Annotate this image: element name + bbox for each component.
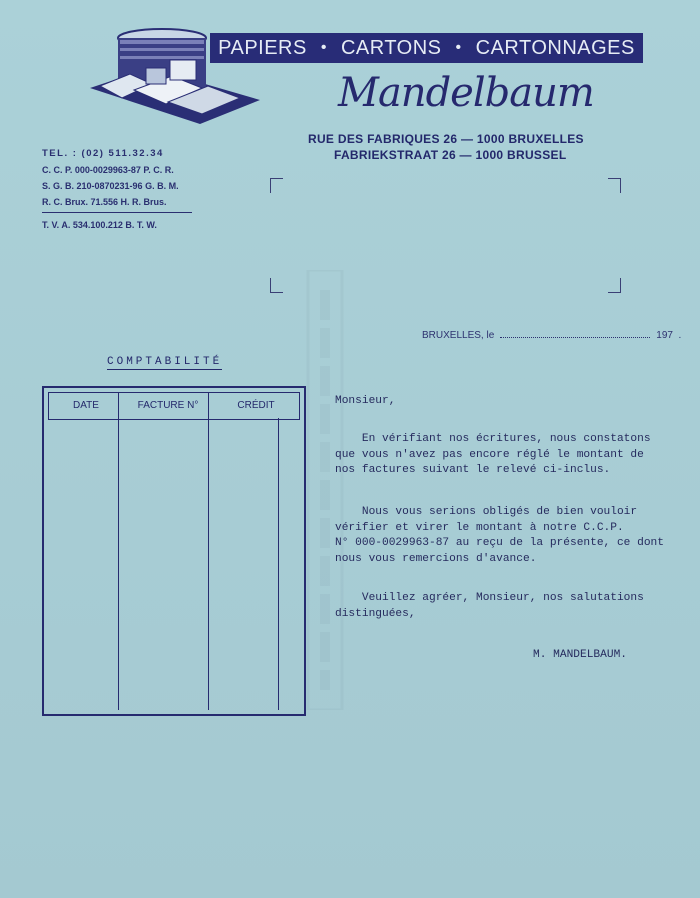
window-corner-mark bbox=[608, 278, 621, 293]
table-header bbox=[48, 392, 300, 420]
bullet-icon: • bbox=[320, 39, 327, 56]
banner-item: CARTONNAGES bbox=[475, 36, 635, 59]
telephone: TEL. : (02) 511.32.34 bbox=[42, 148, 164, 159]
column-header-date: DATE bbox=[73, 400, 99, 411]
banner-item: CARTONS bbox=[340, 36, 442, 59]
product-banner bbox=[210, 33, 643, 63]
column-divider bbox=[208, 392, 209, 710]
signature: M. MANDELBAUM. bbox=[533, 649, 627, 661]
accounting-title: COMPTABILITÉ bbox=[107, 356, 223, 368]
contact-row: C. C. P. 000-0029963-87 P. C. R. bbox=[42, 165, 174, 175]
contact-row: T. V. A. 534.100.212 B. T. W. bbox=[42, 220, 157, 230]
column-header-credit: CRÉDIT bbox=[237, 400, 275, 411]
paragraph: En vérifiant nos écritures, nous constatons que vous n'avez pas encore réglé le montant de nos factures suivant le relevé ci-inclus. bbox=[335, 433, 651, 476]
accounting-table bbox=[42, 386, 306, 716]
company-brand: Mandelbaum bbox=[338, 70, 594, 116]
date-year: 197 bbox=[656, 330, 673, 341]
contact-row: S. G. B. 210-0870231-96 G. B. M. bbox=[42, 181, 179, 191]
date-blank bbox=[500, 337, 650, 338]
paragraph: Veuillez agréer, Monsieur, nos salutations distinguées, bbox=[335, 592, 644, 620]
salutation: Monsieur, bbox=[335, 395, 396, 407]
window-corner-mark bbox=[270, 278, 283, 293]
company-watermark bbox=[306, 270, 344, 710]
contact-row: R. C. Brux. 71.556 H. R. Brus. bbox=[42, 197, 167, 207]
window-corner-mark bbox=[270, 178, 283, 193]
column-header-invoice: FACTURE N° bbox=[137, 400, 199, 411]
contact-block bbox=[42, 146, 192, 233]
column-divider bbox=[278, 418, 279, 710]
column-divider bbox=[118, 392, 119, 710]
address-line-nl: FABRIEKSTRAAT 26 — 1000 BRUSSEL bbox=[334, 148, 567, 162]
address-line-fr: RUE DES FABRIQUES 26 — 1000 BRUXELLES bbox=[308, 132, 584, 146]
date-suffix: . bbox=[678, 330, 682, 341]
paragraph: Nous vous serions obligés de bien vouloir vérifier et virer le montant à notre C.C.P. N° 000-0029963-87 au reçu de la présente, ce dont nous vous remercions d'avance. bbox=[335, 506, 664, 565]
divider bbox=[42, 212, 192, 213]
date-line bbox=[422, 330, 681, 341]
bullet-icon: • bbox=[455, 39, 462, 56]
window-corner-mark bbox=[608, 178, 621, 193]
banner-item: PAPIERS bbox=[218, 36, 307, 59]
date-prefix: BRUXELLES, le bbox=[422, 330, 495, 341]
